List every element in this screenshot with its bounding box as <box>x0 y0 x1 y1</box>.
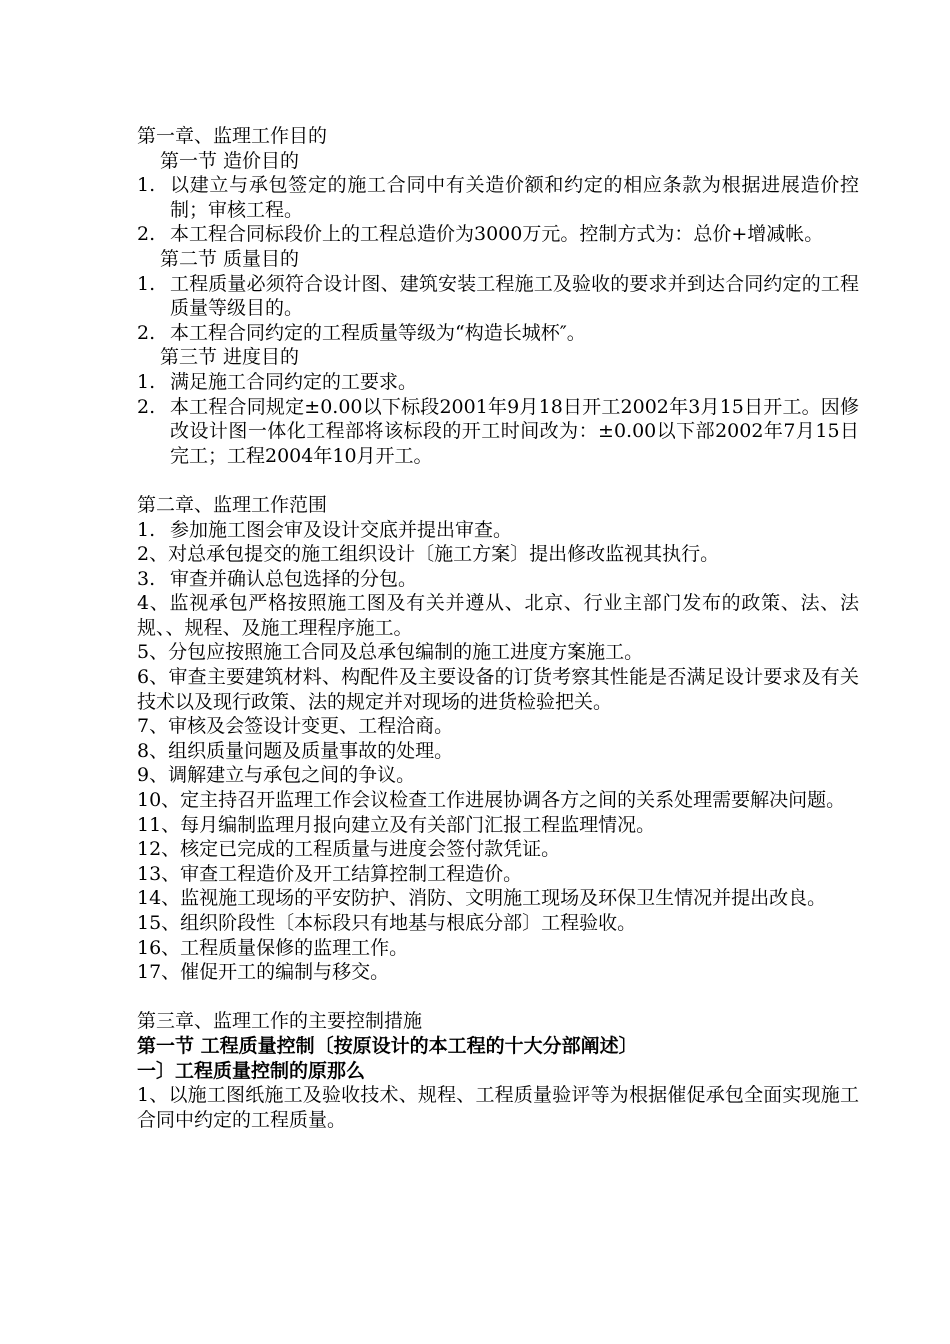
paragraph-spacer <box>137 985 859 1010</box>
list-item-text: 本工程合同规定±0.00以下标段2001年9月18日开工2002年3月15日开工。因修改设计图一体化工程部将该标段的开工时间改为：±0.00以下部2002年7月15日完工；工程2004年10月开工。 <box>170 395 859 467</box>
scope-item: 4、监视承包严格按照施工图及有关并遵从、北京、行业主部门发布的政策、法、法规、、规程、及施工理程序施工。 <box>137 592 859 639</box>
scope-item: 6、审查主要建筑材料、构配件及主要设备的订货考察其性能是否满足设计要求及有关技术以及现行政策、法的规定并对现场的进货检验把关。 <box>137 666 859 713</box>
scope-item: 11、每月编制监理月报向建立及有关部门汇报工程监理情况。 <box>137 813 656 836</box>
list-item-text: 工程质量必须符合设计图、建筑安装工程施工及验收的要求并到达合同约定的工程质量等级目的。 <box>170 272 859 320</box>
section-schedule-goal-title: 第三节 进度目的 <box>160 346 300 369</box>
chapter-1-title: 第一章、监理工作目的 <box>137 125 328 147</box>
section-quality-goal-title: 第二节 质量目的 <box>160 247 300 270</box>
list-item <box>137 222 859 247</box>
list-item-text: 参加施工图会审及设计交底并提出审查。 <box>170 518 513 541</box>
list-item-text: 审查并确认总包选择的分包。 <box>170 567 418 590</box>
list-item <box>137 173 859 222</box>
chapter-3-title: 第三章、监理工作的主要控制措施 <box>137 1010 423 1033</box>
scope-item: 12、核定已完成的工程质量与进度会签付款凭证。 <box>137 838 561 861</box>
subsection-principles-title: 一〕工程质量控制的原那么 <box>137 1059 366 1082</box>
scope-item: 14、监视施工现场的平安防护、消防、文明施工现场及环保卫生情况并提出改良。 <box>137 887 827 910</box>
scope-item: 13、审查工程造价及开工结算控制工程造价。 <box>137 862 523 885</box>
scope-item: 10、定主持召开监理工作会议检查工作进展协调各方之间的关系处理需要解决问题。 <box>137 789 846 812</box>
list-item-number: 1. <box>137 174 156 197</box>
list-item-text: 以建立与承包签定的施工合同中有关造价额和约定的相应条款为根据进展造价控制；审核工程。 <box>170 174 859 221</box>
list-item-text: 本工程合同约定的工程质量等级为“构造长城杯″。 <box>170 321 586 344</box>
list-item-number: 1. <box>137 518 156 541</box>
list-item-number: 1. <box>137 370 156 393</box>
chapter-2-title: 第二章、监理工作范围 <box>137 493 328 516</box>
scope-item: 17、催促开工的编制与移交。 <box>137 961 390 984</box>
scope-item: 2、对总承包提交的施工组织设计〔施工方案〕提出修改监视其执行。 <box>137 543 720 566</box>
scope-item: 9、调解建立与承包之间的争议。 <box>137 764 416 787</box>
scope-item: 15、组织阶段性〔本标段只有地基与根底分部〕工程验收。 <box>137 912 637 934</box>
document-body <box>137 124 859 1132</box>
list-item-number: 1. <box>137 272 156 295</box>
list-item-number: 3. <box>137 567 156 590</box>
list-item <box>137 567 859 592</box>
section-cost-goal-title: 第一节 造价目的 <box>160 149 300 172</box>
paragraph-spacer <box>137 468 859 493</box>
list-item-text: 满足施工合同约定的工要求。 <box>170 370 418 393</box>
scope-item: 8、组织质量问题及质量事故的处理。 <box>137 739 454 762</box>
list-item-text: 本工程合同标段价上的工程总造价为3000万元。控制方式为：总价+增减帐。 <box>170 223 824 246</box>
list-item <box>137 370 859 395</box>
section-quality-control-title: 第一节 工程质量控制〔按原设计的本工程的十大分部阐述〕 <box>137 1034 638 1057</box>
list-item-number: 2. <box>137 321 156 344</box>
list-item <box>137 321 859 346</box>
scope-item: 5、分包应按照施工合同及总承包编制的施工进度方案施工。 <box>137 641 644 664</box>
list-item <box>137 518 859 543</box>
list-item <box>137 395 859 469</box>
scope-item: 16、工程质量保修的监理工作。 <box>137 936 409 959</box>
principle-paragraph: 1、以施工图纸施工及验收技术、规程、工程质量验评等为根据催促承包全面实现施工合同中约定的工程质量。 <box>137 1084 859 1131</box>
list-item-number: 2. <box>137 395 156 418</box>
list-item-number: 2. <box>137 223 156 246</box>
list-item <box>137 272 859 321</box>
scope-item: 7、审核及会签设计变更、工程洽商。 <box>137 715 454 738</box>
